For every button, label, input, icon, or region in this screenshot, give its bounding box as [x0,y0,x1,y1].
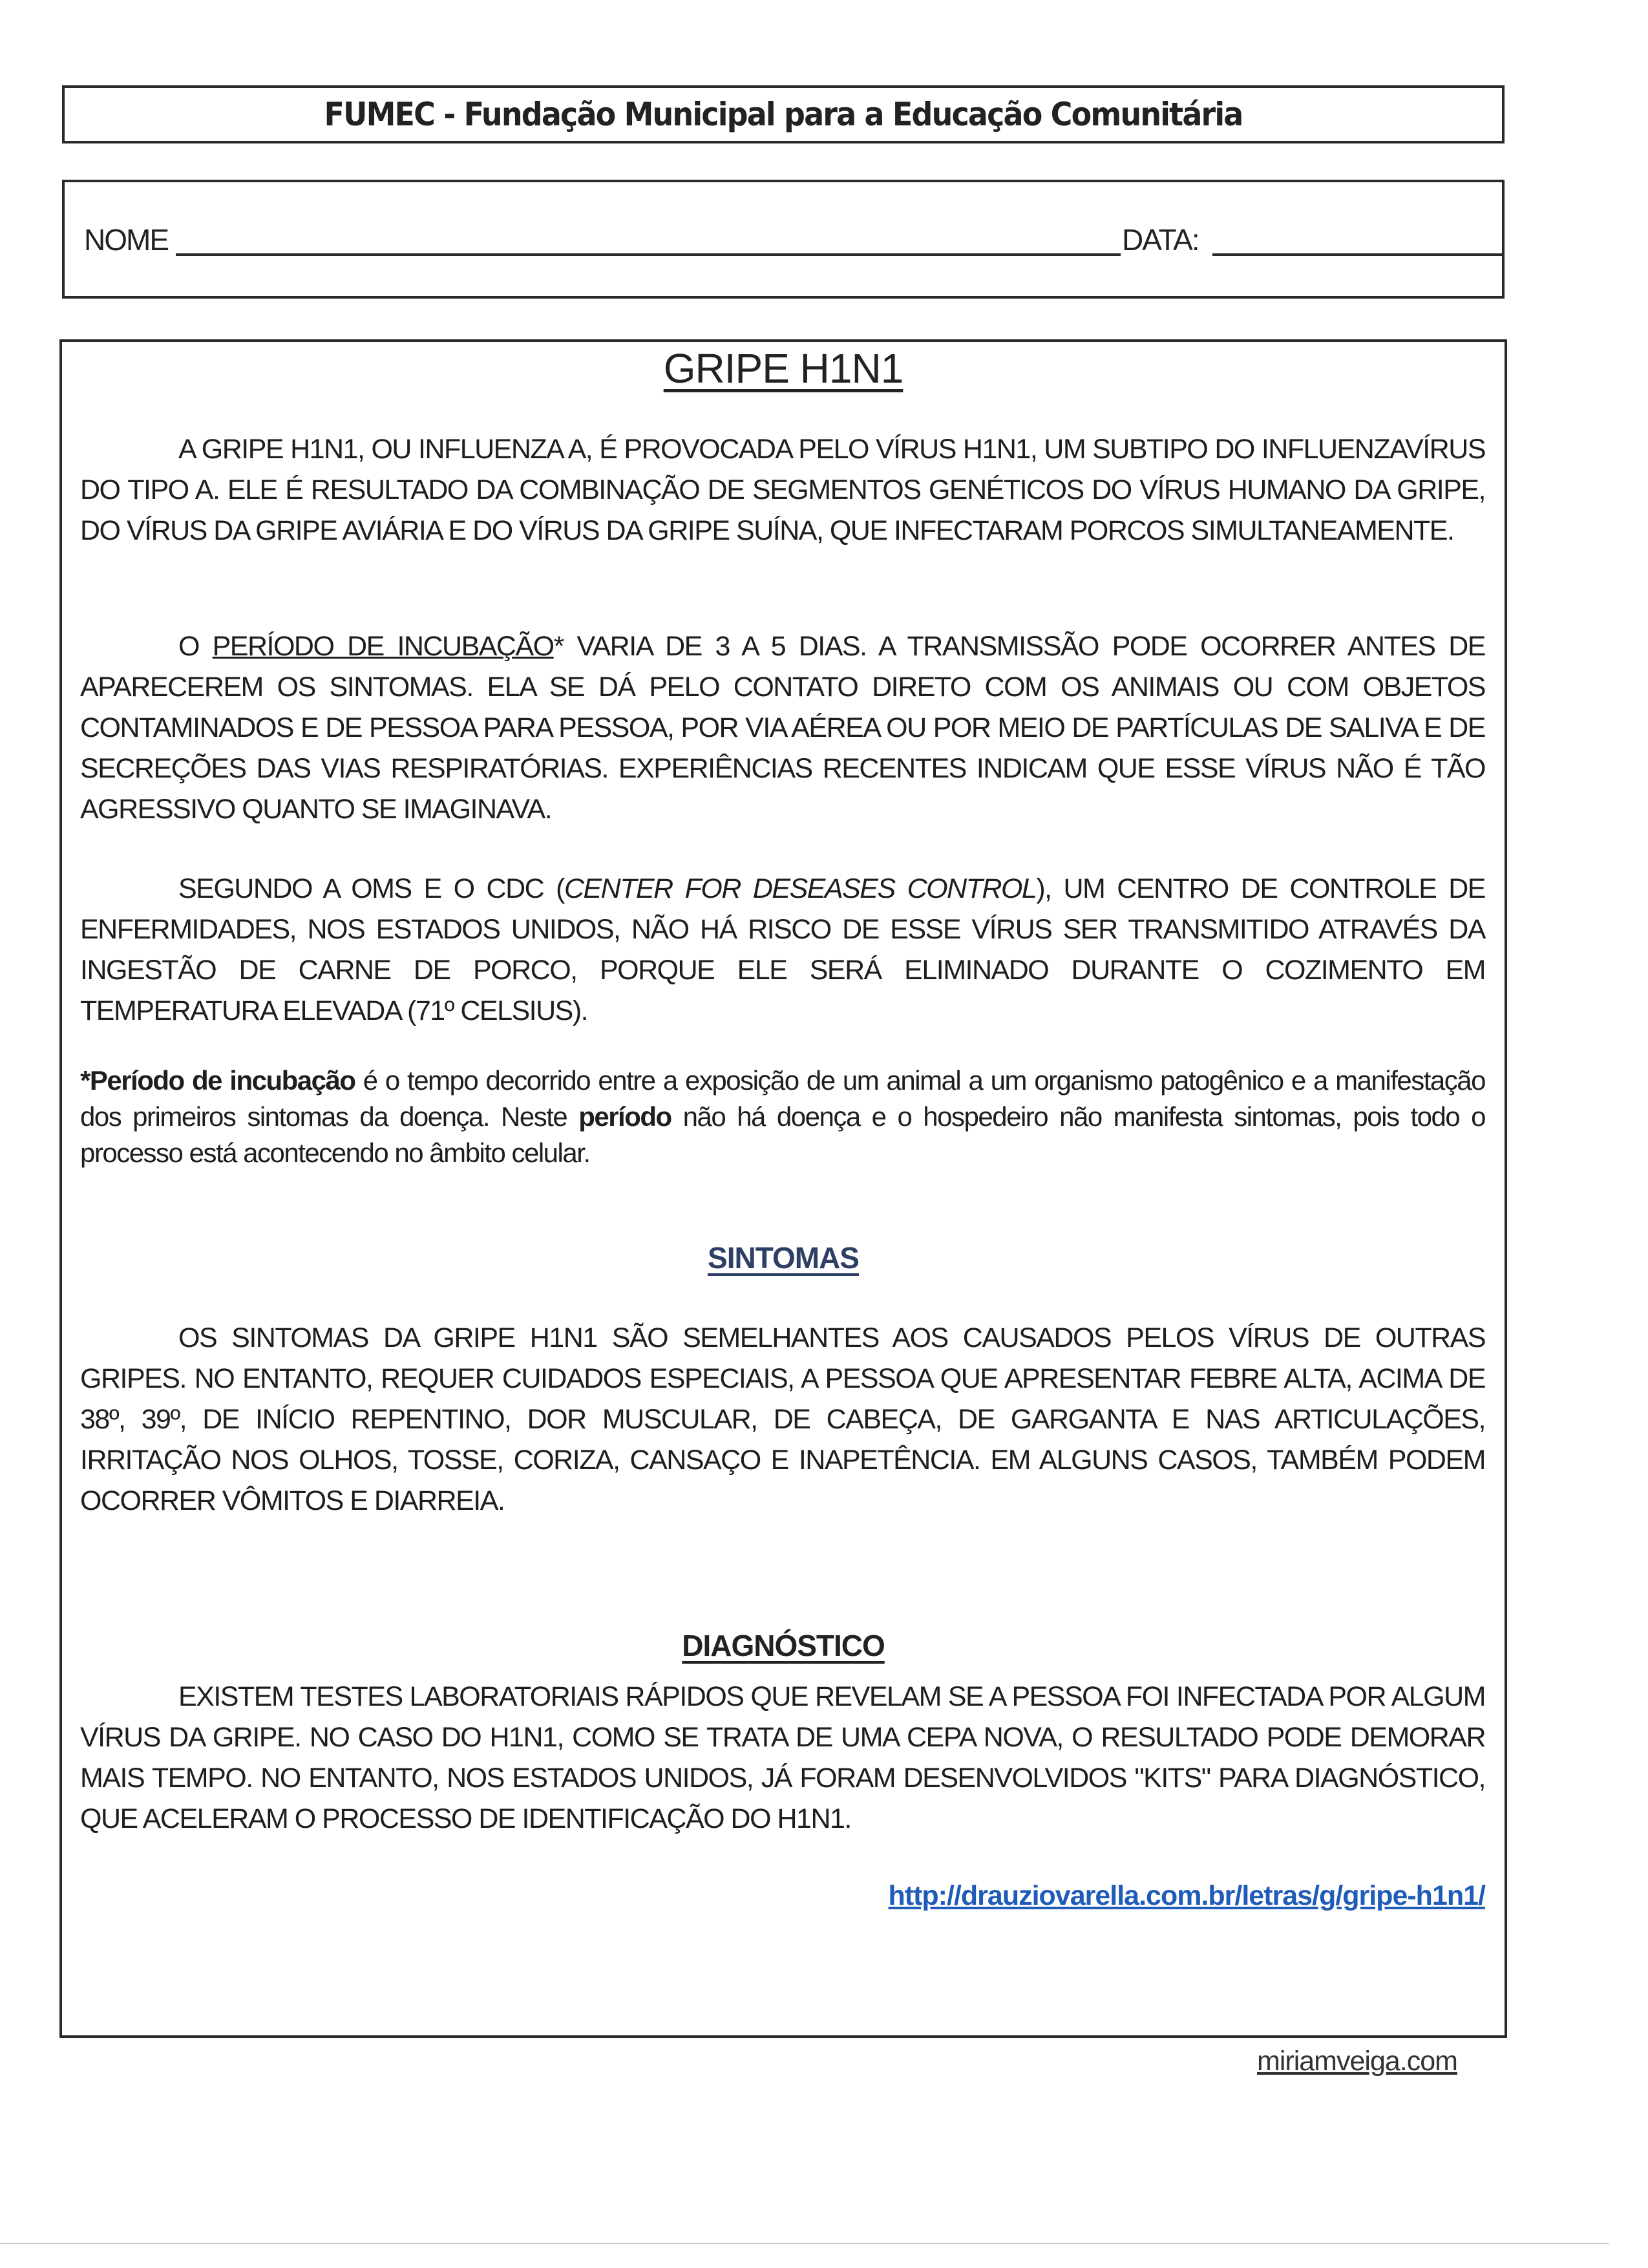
article-title: GRIPE H1N1 [663,345,903,392]
date-field[interactable] [1212,253,1502,256]
footnote-term-2: período [578,1101,671,1132]
incubation-footnote [80,1063,1485,1171]
paragraph-incubation-text: * VARIA DE 3 A 5 DIAS. A TRANSMISSÃO PODE OCORRER ANTES DE APARECEREM OS SINTOMAS. ELA SE DÁ PELO CONTATO DIRETO COM OS ANIMAIS OU COM OBJETOS CONTAMINADOS E DE PESSOA PARA PESSOA, POR VIA AÉREA OU POR MEIO DE PARTÍCULAS DE SALIVA E DE SECREÇÕES DAS VIAS RESPIRATÓRIAS. EXPERIÊNCIAS RECENTES INDICAM QUE ESSE VÍRUS NÃO É TÃO AGRESSIVO QUANTO SE IMAGINAVA. [80,631,1485,825]
page-edge-divider [0,2243,1609,2244]
symptoms-heading: SINTOMAS [708,1241,859,1275]
footer-credit-link[interactable]: miriamveiga.com [1257,2046,1457,2077]
incubation-term: PERÍODO DE INCUBAÇÃO [212,631,554,662]
footnote-text-1: é o tempo decorrido entre a exposição de um animal a um organismo patogênico e a manifestação dos primeiros sintomas da doença. Neste [80,1065,1485,1132]
date-label: DATA: [1122,223,1199,257]
paragraph-oms-prefix: SEGUNDO A OMS E O CDC ( [178,873,564,904]
name-field[interactable] [176,253,1121,256]
paragraph-diagnosis [80,1677,1485,1839]
paragraph-oms-text: ), UM CENTRO DE CONTROLE DE ENFERMIDADES, NOS ESTADOS UNIDOS, NÃO HÁ RISCO DE ESSE VÍRUS SER TRANSMITIDO ATRAVÉS DA INGESTÃO DE CARNE DE PORCO, PORQUE ELE SERÁ ELIMINADO DURANTE O COZIMENTO EM TEMPERATURA ELEVADA (71º CELSIUS). [80,873,1485,1026]
paragraph-incubation-prefix: O [178,631,213,662]
cdc-name: CENTER FOR DESEASES CONTROL [564,873,1037,904]
source-link[interactable]: http://drauziovarella.com.br/letras/g/gripe-h1n1/ [888,1880,1485,1911]
paragraph-oms-cdc [80,869,1485,1032]
name-label: NOME [84,223,168,257]
footnote-text-2: não há doença e o hospedeiro não manifesta sintomas, pois todo o processo está acontecendo no âmbito celular. [80,1101,1485,1168]
paragraph-diagnosis-text: EXISTEM TESTES LABORATORIAIS RÁPIDOS QUE REVELAM SE A PESSOA FOI INFECTADA POR ALGUM VÍRUS DA GRIPE. NO CASO DO H1N1, COMO SE TRATA DE UMA CEPA NOVA, O RESULTADO PODE DEMORAR MAIS TEMPO. NO ENTANTO, NOS ESTADOS UNIDOS, JÁ FORAM DESENVOLVIDOS "KITS" PARA DIAGNÓSTICO, QUE ACELERAM O PROCESSO DE IDENTIFICAÇÃO DO H1N1. [80,1681,1485,1834]
paragraph-symptoms [80,1318,1485,1521]
footnote-term: *Período de incubação [80,1065,355,1096]
paragraph-intro-text: A GRIPE H1N1, OU INFLUENZA A, É PROVOCADA PELO VÍRUS H1N1, UM SUBTIPO DO INFLUENZAVÍRUS DO TIPO A. ELE É RESULTADO DA COMBINAÇÃO DE SEGMENTOS GENÉTICOS DO VÍRUS HUMANO DA GRIPE, DO VÍRUS DA GRIPE AVIÁRIA E DO VÍRUS DA GRIPE SUÍNA, QUE INFECTARAM PORCOS SIMULTANEAMENTE. [80,434,1485,546]
header-box [62,85,1505,143]
paragraph-incubation [80,626,1485,830]
institution-title: FUMEC - Fundação Municipal para a Educação Comunitária [324,96,1243,133]
paragraph-symptoms-text: OS SINTOMAS DA GRIPE H1N1 SÃO SEMELHANTES AOS CAUSADOS PELOS VÍRUS DE OUTRAS GRIPES. NO ENTANTO, REQUER CUIDADOS ESPECIAIS, A PESSOA QUE APRESENTAR FEBRE ALTA, ACIMA DE 38º, 39º, DE INÍCIO REPENTINO, DOR MUSCULAR, DE CABEÇA, DE GARGANTA E NAS ARTICULAÇÕES, IRRITAÇÃO NOS OLHOS, TOSSE, CORIZA, CANSAÇO E INAPETÊNCIA. EM ALGUNS CASOS, TAMBÉM PODEM OCORRER VÔMITOS E DIARREIA. [80,1322,1485,1516]
diagnosis-heading: DIAGNÓSTICO [682,1629,885,1662]
paragraph-intro [80,429,1485,551]
article-box [59,339,1507,2038]
name-date-box [62,180,1505,299]
